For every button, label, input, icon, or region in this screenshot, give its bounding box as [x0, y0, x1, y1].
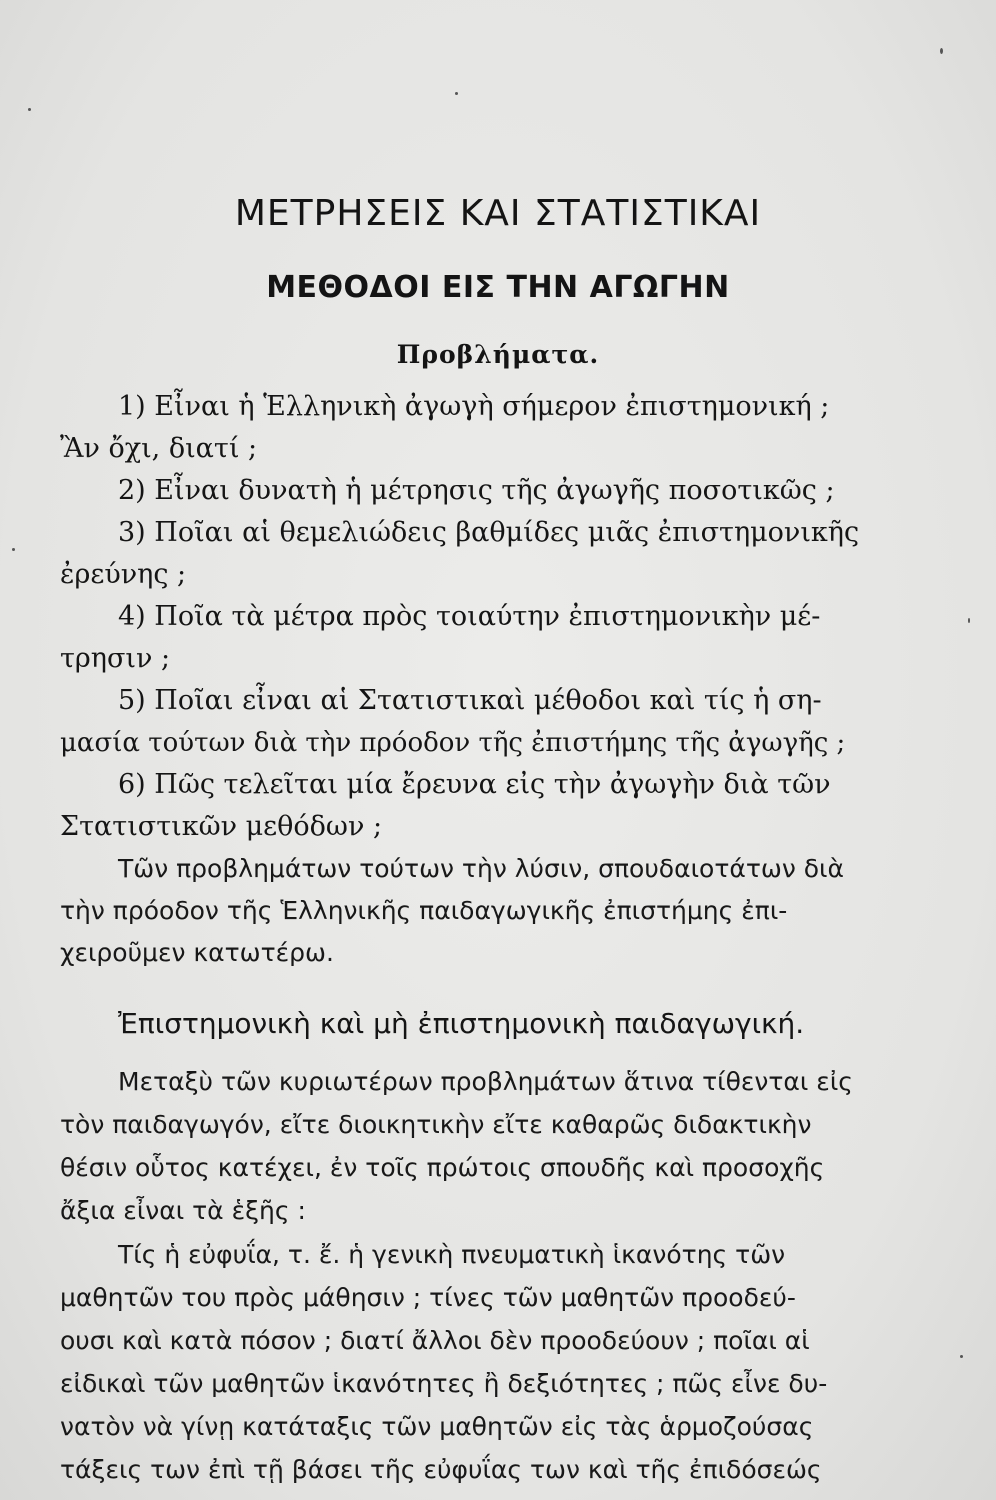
problem-5-line-2: μασία τούτων διὰ τὴν πρόοδον τῆς ἐπιστήμης τῆς ἀγωγῆς ;	[60, 728, 846, 758]
intro-line-1: Τῶν προβλημάτων τούτων τὴν λύσιν, σπουδαιοτάτων διὰ	[118, 854, 845, 883]
page-subtitle: ΜΕΘΟΔΟΙ ΕΙΣ ΤΗΝ ΑΓΩΓΗΝ	[266, 270, 730, 305]
problem-1-line-2: Ἂν ὄχι, διατί ;	[60, 433, 258, 464]
problem-4-line-1: 4) Ποῖα τὰ μέτρα πρὸς τοιαύτην ἐπιστημονικὴν μέ-	[118, 601, 821, 632]
problem-1-line-1: 1) Εἶναι ἡ Ἑλληνικὴ ἀγωγὴ σήμερον ἐπιστημονική ;	[118, 391, 830, 422]
paragraph-2-line-1: Τίς ἡ εὐφυΐα, τ. ἔ. ἡ γενικὴ πνευματικὴ ἱκανότης τῶν	[118, 1240, 786, 1269]
problem-5-line-1: 5) Ποῖαι εἶναι αἱ Στατιστικαὶ μέθοδοι καὶ τίς ἡ ση-	[118, 685, 822, 716]
intro-line-3: χειροῦμεν κατωτέρω.	[60, 938, 334, 967]
paragraph-1-line-3: θέσιν οὗτος κατέχει, ἐν τοῖς πρώτοις σπουδῆς καὶ προσοχῆς	[60, 1153, 825, 1182]
intro-line-2: τὴν πρόοδον τῆς Ἑλληνικῆς παιδαγωγικῆς ἐπιστήμης ἐπι-	[60, 896, 788, 925]
problem-3-line-2: ἐρεύνης ;	[60, 559, 187, 590]
dust-speck	[28, 108, 31, 111]
paragraph-2-line-2: μαθητῶν του πρὸς μάθησιν ; τίνες τῶν μαθητῶν προοδεύ-	[60, 1283, 796, 1312]
page-title: ΜΕΤΡΗΣΕΙΣ ΚΑΙ ΣΤΑΤΙΣΤΙΚΑΙ	[234, 193, 762, 234]
section-heading: Ἐπιστημονικὴ καὶ μὴ ἐπιστημονικὴ παιδαγωγική.	[118, 1007, 805, 1040]
problem-3-line-1: 3) Ποῖαι αἱ θεμελιώδεις βαθμίδες μιᾶς ἐπιστημονικῆς	[118, 517, 860, 548]
problem-4-line-2: τρησιν ;	[60, 643, 171, 674]
paragraph-1-line-2: τὸν παιδαγωγόν, εἴτε διοικητικὴν εἴτε καθαρῶς διδακτικὴν	[60, 1110, 812, 1139]
dust-speck	[455, 92, 458, 95]
dust-speck	[940, 48, 943, 54]
problem-6-line-2: Στατιστικῶν μεθόδων ;	[60, 811, 383, 842]
dust-speck	[960, 1355, 963, 1358]
paragraph-1-line-4: ἄξια εἶναι τὰ ἑξῆς :	[60, 1196, 306, 1225]
paragraph-2-line-5: νατὸν νὰ γίνῃ κατάταξις τῶν μαθητῶν εἰς τὰς ἁρμοζούσας	[60, 1412, 814, 1441]
problem-6-line-1: 6) Πῶς τελεῖται μία ἔρευνα εἰς τὴν ἀγωγὴν διὰ τῶν	[118, 769, 831, 800]
dust-speck	[968, 618, 970, 623]
paragraph-2-line-3: ουσι καὶ κατὰ πόσον ; διατί ἄλλοι δὲν προοδεύουν ; ποῖαι αἱ	[60, 1326, 810, 1355]
paragraph-2-line-6: τάξεις των ἐπὶ τῇ βάσει τῆς εὐφυΐας των καὶ τῆς ἐπιδόσεώς	[60, 1455, 822, 1484]
section-title-problems: Προβλήματα.	[396, 340, 600, 369]
paragraph-2-line-4: εἰδικαὶ τῶν μαθητῶν ἱκανότητες ἢ δεξιότητες ; πῶς εἶνε δυ-	[60, 1369, 828, 1398]
paragraph-1-line-1: Μεταξὺ τῶν κυριωτέρων προβλημάτων ἅτινα τίθενται εἰς	[118, 1067, 853, 1096]
dust-speck	[12, 548, 15, 551]
problem-2-line-1: 2) Εἶναι δυνατὴ ἡ μέτρησις τῆς ἀγωγῆς ποσοτικῶς ;	[118, 475, 835, 506]
